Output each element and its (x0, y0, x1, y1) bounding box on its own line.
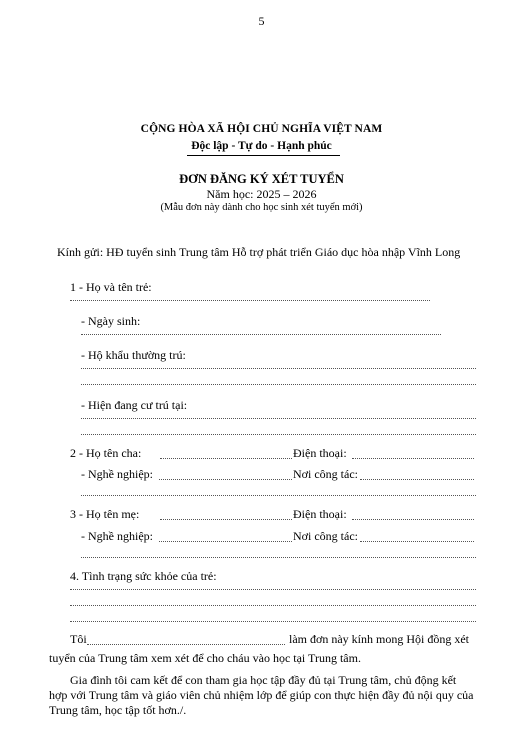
page-number: 5 (258, 14, 265, 28)
request-line-1: làm đơn này kính mong Hội đồng xét (289, 632, 469, 646)
mother-job-label: - Nghề nghiệp: (81, 529, 153, 543)
father-name-label: 2 - Họ tên cha: (70, 446, 142, 460)
health-blank-1[interactable] (70, 589, 476, 590)
child-name-blank[interactable] (70, 300, 430, 301)
request-line-2: tuyển của Trung tâm xem xét để cho cháu vào học tại Trung tâm. (49, 651, 361, 665)
father-job-blank[interactable] (159, 479, 292, 480)
child-name-label: 1 - Họ và tên trẻ: (70, 280, 152, 294)
father-name-blank[interactable] (160, 458, 292, 459)
form-note: (Mẫu đơn này dành cho học sinh xét tuyển mới) (160, 202, 363, 213)
mother-work-label: Nơi công tác: (293, 529, 358, 543)
father-phone-label: Điện thoại: (293, 446, 347, 460)
health-label: 4. Tình trạng sức khỏe của trẻ: (70, 569, 217, 583)
applicant-name-blank[interactable] (87, 644, 285, 645)
health-blank-3[interactable] (70, 621, 476, 622)
household-blank-2[interactable] (81, 384, 476, 385)
father-phone-blank[interactable] (352, 458, 474, 459)
health-blank-2[interactable] (70, 605, 476, 606)
residence-label: - Hiện đang cư trú tại: (81, 398, 188, 412)
motto-underline (187, 155, 340, 156)
request-prefix: Tôi (70, 632, 87, 646)
form-title: ĐƠN ĐĂNG KÝ XÉT TUYỂN (179, 172, 344, 186)
mother-phone-label: Điện thoại: (293, 507, 347, 521)
father-work-blank[interactable] (360, 479, 474, 480)
mother-name-label: 3 - Họ tên mẹ: (70, 507, 140, 521)
national-motto: Độc lập - Tự do - Hạnh phúc (191, 140, 332, 152)
residence-blank-2[interactable] (81, 434, 476, 435)
mother-work-blank-2[interactable] (81, 557, 476, 558)
father-job-label: - Nghề nghiệp: (81, 467, 153, 481)
residence-blank-1[interactable] (81, 418, 476, 419)
country-name: CỘNG HÒA XÃ HỘI CHỦ NGHĨA VIỆT NAM (140, 123, 383, 135)
mother-name-blank[interactable] (160, 519, 292, 520)
father-work-blank-2[interactable] (81, 495, 476, 496)
mother-phone-blank[interactable] (352, 519, 474, 520)
mother-job-blank[interactable] (159, 541, 292, 542)
mother-work-blank[interactable] (360, 541, 474, 542)
dob-label: - Ngày sinh: (81, 314, 141, 328)
school-year: Năm học: 2025 – 2026 (206, 187, 317, 201)
recipient-line: Kính gửi: HĐ tuyển sinh Trung tâm Hỗ trợ phát triển Giáo dục hòa nhập Vĩnh Long (57, 245, 461, 259)
dob-blank[interactable] (81, 334, 441, 335)
household-blank-1[interactable] (81, 368, 476, 369)
household-label: - Hộ khẩu thường trú: (81, 348, 186, 362)
father-work-label: Nơi công tác: (293, 467, 358, 481)
commitment-paragraph: Gia đình tôi cam kết để con tham gia học tập đầy đủ tại Trung tâm, chủ động kết hợp với Trung tâm và giáo viên chủ nhiệm lớp để giúp con thực hiện đầy đủ nội quy của Trung tâm, học tập tốt hơn./. (49, 673, 474, 717)
